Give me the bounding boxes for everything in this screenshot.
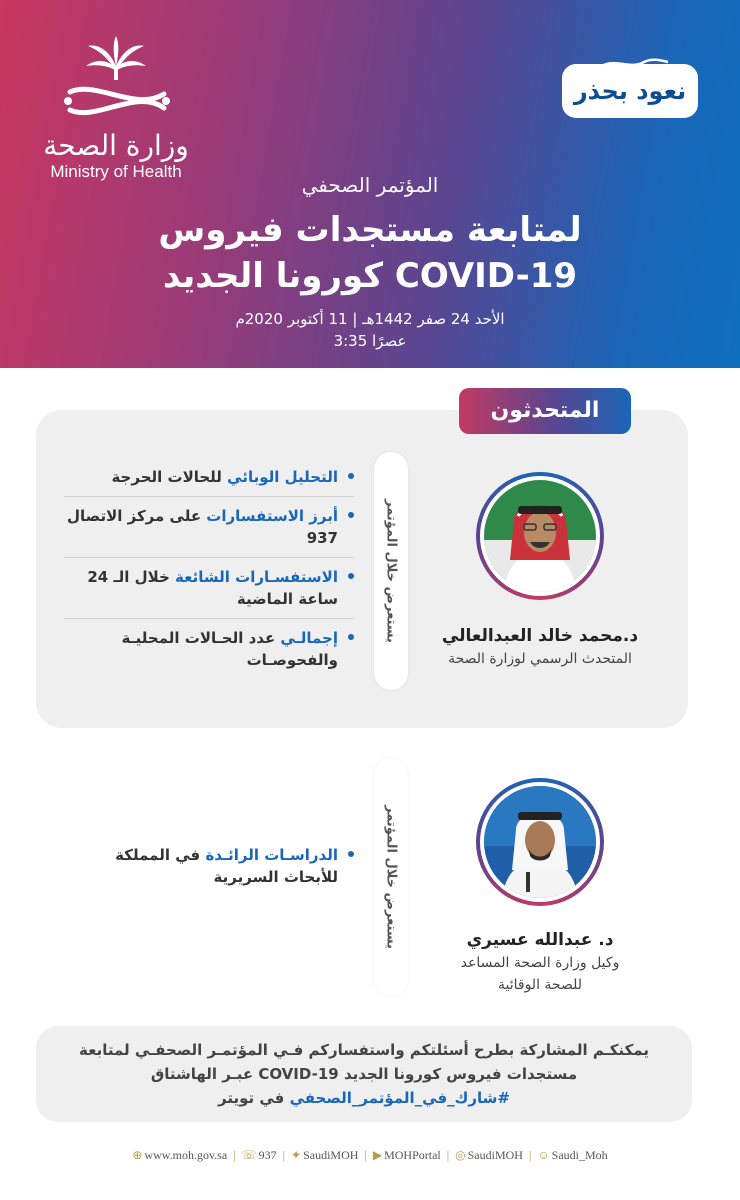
speakers-heading: المتحدثون xyxy=(459,388,631,434)
website-link[interactable]: www.moh.gov.sa xyxy=(144,1148,228,1162)
conference-title-line1: لمتابعة مستجدات فيروس xyxy=(158,210,582,250)
list-item: الاستفسـارات الشائعة خلال الـ 24 ساعة الماضية xyxy=(64,558,354,619)
side-label-text: يستعرض خلال المؤتمر xyxy=(383,805,399,949)
twitter-icon: ✦ xyxy=(291,1148,302,1162)
instagram-icon: ◎ xyxy=(455,1148,466,1162)
twitter-link[interactable]: SaudiMOH xyxy=(303,1148,359,1162)
list-item: إجمالـي عدد الحـالات المحليـة والفحوصـات xyxy=(64,619,354,679)
conference-time: 3:35 عصرًا xyxy=(333,332,407,350)
youtube-icon: ▶ xyxy=(372,1148,383,1162)
phone-icon: ☏ xyxy=(241,1148,257,1162)
hashtag-link[interactable]: #شارك_في_المؤتمر_الصحفي xyxy=(289,1089,510,1107)
phone-number[interactable]: 937 xyxy=(258,1148,277,1162)
speaker1-photo-icon xyxy=(484,480,596,592)
participation-info xyxy=(36,1026,692,1122)
globe-icon: ⊕ xyxy=(132,1148,143,1162)
list-item: الدراسـات الرائـدة في المملكة للأبحاث السريرية xyxy=(64,836,354,896)
divider: | xyxy=(446,1148,450,1162)
list-item: أبرز الاستفسارات على مركز الاتصال 937 xyxy=(64,497,354,558)
speaker2-role-line1: وكيل وزارة الصحة المساعد xyxy=(460,955,620,971)
snapchat-link[interactable]: Saudi_Moh xyxy=(551,1148,608,1162)
campaign-badge: نعود بحذر xyxy=(562,64,698,118)
palm-emblem-icon xyxy=(56,36,176,128)
divider: | xyxy=(364,1148,367,1162)
speaker1-role: المتحدث الرسمي لوزارة الصحة xyxy=(448,651,632,667)
speaker1-name: د.محمد خالد العبدالعالي xyxy=(441,626,639,646)
divider: | xyxy=(233,1148,236,1162)
moh-logo xyxy=(36,36,196,182)
side-label-text: يستعرض خلال المؤتمر xyxy=(383,499,399,643)
header-banner xyxy=(0,0,740,368)
speaker2-topics xyxy=(64,836,354,896)
side-label-pill xyxy=(374,758,408,996)
logo-english-text: Ministry of Health xyxy=(50,162,182,181)
speaker2-name: د. عبدالله عسيري xyxy=(466,930,614,950)
speaker2-role-line2: للصحة الوقائية xyxy=(497,977,582,993)
logo-arabic-text: وزارة الصحة xyxy=(43,129,189,162)
info-text: يمكنكـم المشاركة بطرح أسئلتكم واستفساركم فـي المؤتمـر الصحفـي لمتابعة مستجدات فيروس كورونا الجديد COVID-19 عبـر الهاشتاق xyxy=(79,1041,649,1083)
list-item: التحليل الوبائي للحالات الحرجة xyxy=(64,458,354,497)
speaker2-photo-icon xyxy=(484,786,596,898)
speaker2-avatar xyxy=(476,778,604,906)
divider: | xyxy=(282,1148,286,1162)
speaker1-avatar xyxy=(476,472,604,600)
side-label-pill xyxy=(374,452,408,690)
speaker1-topics xyxy=(64,458,354,679)
conference-title-line2: كورونا الجديد COVID-19 xyxy=(162,256,578,296)
footer-contacts xyxy=(0,1142,740,1168)
instagram-link[interactable]: SaudiMOH xyxy=(467,1148,523,1162)
conference-date: الأحد 24 صفر 1442هـ | 11 أكتوبر 2020م xyxy=(235,310,505,328)
conference-subtitle: المؤتمر الصحفي xyxy=(301,173,439,197)
youtube-link[interactable]: MOHPortal xyxy=(384,1148,441,1162)
snapchat-icon: ☺ xyxy=(537,1148,550,1162)
info-text-end: في تويتر xyxy=(217,1089,290,1107)
divider: | xyxy=(528,1148,532,1162)
